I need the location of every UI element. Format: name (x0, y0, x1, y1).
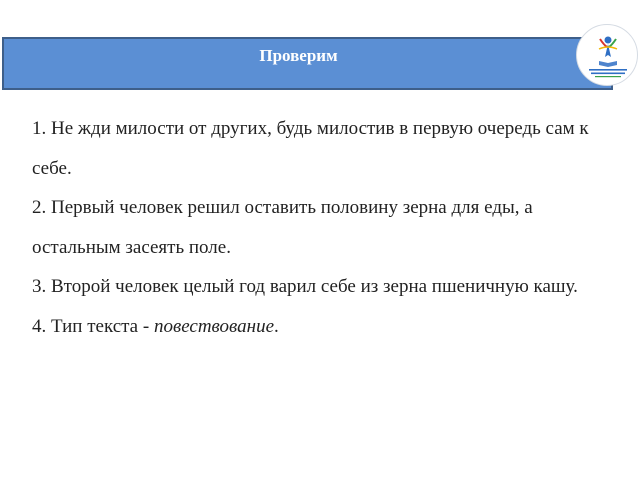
school-logo-icon (576, 24, 638, 86)
answer-item-2: 2. Первый человек решил оставить половину зерна для еды, а остальным засеять поле. (32, 197, 533, 258)
answer-item-1: 1. Не жди милости от других, будь милостив в первую очередь сам к себе. (32, 118, 589, 179)
answer-item-4-suffix: . (274, 315, 279, 337)
answer-item-4-emphasis: повествование (153, 315, 275, 337)
page-title: Проверим (259, 46, 338, 65)
answer-item-4 (32, 307, 592, 347)
answers-list (32, 109, 592, 346)
answer-item-4-prefix: 4. Тип текста - (32, 315, 154, 337)
header-bar (2, 37, 613, 90)
answer-item-3: 3. Второй человек целый год варил себе из зерна пшеничную кашу. (32, 276, 578, 297)
